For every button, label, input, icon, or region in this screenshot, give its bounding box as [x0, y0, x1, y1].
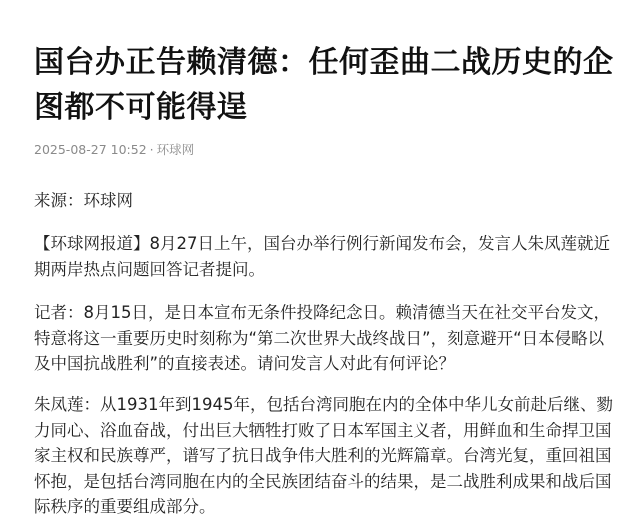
article-title: 国台办正告赖清德：任何歪曲二战历史的企图都不可能得逞 — [34, 45, 614, 125]
publisher-name[interactable]: 环球网 — [156, 142, 195, 157]
source-line: 来源：环球网 — [34, 191, 133, 210]
meta-separator: · — [149, 142, 154, 157]
paragraph-question: 记者：8月15日，是日本宣布无条件投降纪念日。赖清德当天在社交平台发文，特意将这一重要历史时刻称为“第二次世界大战终战日”，刻意避开“日本侵略以及中国抗战胜利”的直接表述。请问发言人对此有何评论？ — [34, 303, 610, 373]
paragraph-lead: 【环球网报道】8月27日上午，国台办举行例行新闻发布会，发言人朱凤莲就近期两岸热点问题回答记者提问。 — [34, 234, 610, 279]
publish-datetime: 2025-08-27 10:52 — [34, 142, 147, 157]
paragraph-answer: 朱凤莲：从1931年到1945年，包括台湾同胞在内的全体中华儿女前赴后继、勠力同心、浴血奋战，付出巨大牺牲打败了日本军国主义者，用鲜血和生命捍卫国家主权和民族尊严，谱写了抗日战争伟大胜利的光辉篇章。台湾光复，重回祖国怀抱，是包括台湾同胞在内的全民族团结奋斗的结果，是二战胜利成果和战后国际秩序的重要组成部分。 — [34, 395, 613, 516]
article-meta — [34, 141, 194, 159]
